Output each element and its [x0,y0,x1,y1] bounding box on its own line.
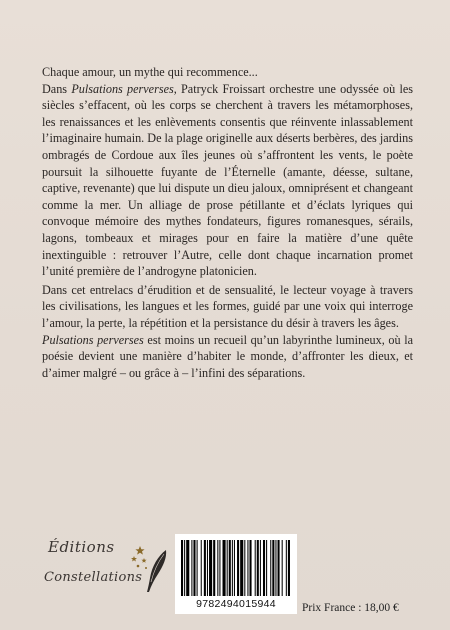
isbn-number: 9782494015944 [196,598,276,610]
blurb-text: est moins un recueil qu’un labyrinthe lumineux, où la poésie devient une manière d’habiter le monde, d’affronter les dieux, et d’aimer malgré – ou grâce à – l’infini des séparations. [42,332,413,380]
barcode-bar [193,540,195,596]
blurb-paragraph-1 [42,81,413,280]
barcode-bar [227,540,228,596]
barcode-bar [191,540,192,596]
barcode-bar [240,540,243,596]
barcode-bar [217,540,218,596]
barcode-bar [282,540,283,596]
barcode-bar [184,540,185,596]
blurb-paragraph-3 [42,332,413,382]
barcode-bar [229,540,231,596]
barcode-bar [266,540,267,596]
barcode-bar [207,540,208,596]
blurb-text: Dans [42,81,72,96]
barcode-bar [204,540,206,596]
blurb-paragraph-2: Dans cet entrelacs d’érudition et de sensualité, le lecteur voyage à travers les civilisations, les langues et les formes, guidé par une voix qui interroge l’amour, la perte, la répétition et la persistance du désir à travers les âges. [42,282,413,330]
barcode-bar [197,540,198,596]
barcode-bar [263,540,265,596]
barcode-bar [275,540,276,596]
barcode-bars [181,540,291,596]
price-label: Prix France : 18,00 € [302,602,399,614]
barcode-bar [247,540,248,596]
barcode [175,534,297,614]
barcode-bar [237,540,239,596]
barcode-bar [234,540,235,596]
barcode-bar [219,540,220,596]
barcode-bar [257,540,259,596]
barcode-bar [223,540,226,596]
barcode-bar [255,540,256,596]
back-cover-blurb [42,64,413,381]
barcode-bar [186,540,189,596]
barcode-bar [232,540,233,596]
barcode-bar [213,540,215,596]
barcode-bar [244,540,245,596]
barcode-bar [181,540,183,596]
blurb-text: , Patryck Froissart orchestre une odyssée où les siècles s’effacent, où les corps se cherchent à travers les métamorphoses, les renaissances et les enlèvements consentis que réinvente inlassablement l’imaginaire humain. De la plage originelle aux déserts berbères, des jardins ombragés de Cordoue aux îles jeunes où s’affrontent les vents, le poète poursuit la silhouette fuyante de l’Éternelle (amante, déesse, sultane, captive, revenante) que lui dispute un dieu jaloux, omniprésent et changeant comme la mer. Un alliage de prose pétillante et d’éclats lyriques qui convoque mémoire des mythes fondateurs, figures romanesques, sérails, lagons, tombeaux et mirages pour en faire la matière d’une quête inextinguible : retrouver l’Autre, celle dont chaque incarnation promet l’unité première de l’androgyne platonicien. [42,81,413,279]
barcode-bar [201,540,202,596]
publisher-name-line1: Éditions [48,538,115,556]
publisher-name-line2: Constellations [44,570,143,585]
barcode-bar [288,540,290,596]
barcode-bar [286,540,287,596]
book-title-italic: Pulsations perverses [71,81,174,96]
barcode-bar [270,540,271,596]
publisher-logo [44,538,164,598]
barcode-bar [260,540,261,596]
blurb-tagline: Chaque amour, un mythe qui recommence... [42,65,258,79]
barcode-bar [278,540,280,596]
book-title-italic: Pulsations perverses [42,332,144,347]
barcode-bar [249,540,251,596]
quill-and-stars-icon [130,542,170,594]
barcode-bar [209,540,212,596]
barcode-bar [272,540,274,596]
